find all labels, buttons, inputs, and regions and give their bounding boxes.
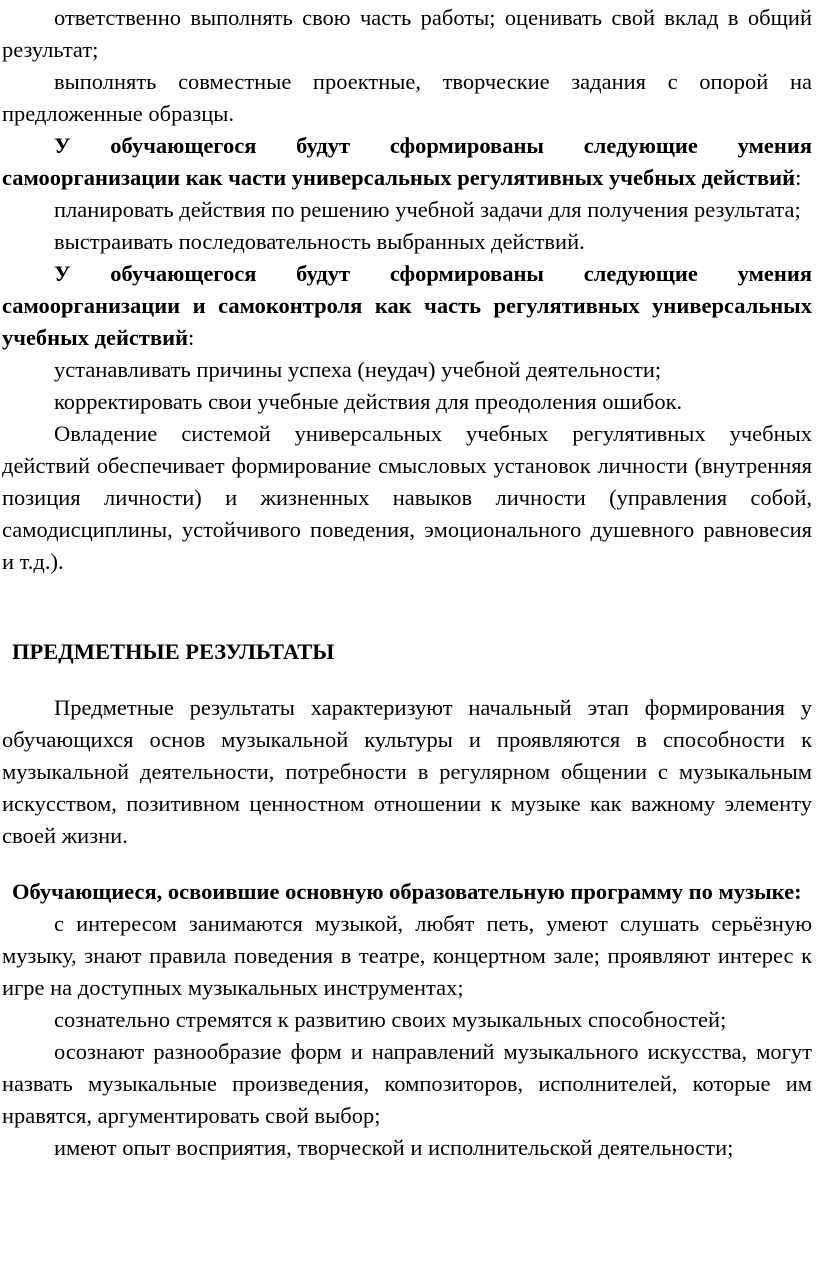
paragraph: выстраивать последовательность выбранных действий. <box>54 229 585 254</box>
bold-intro-text: У обучающегося будут сформированы следующие умения самоорганизации и самоконтроля как часть регулятивных универсальных учебных действий <box>2 261 812 350</box>
bold-intro-tail: : <box>188 325 195 350</box>
bold-intro-tail: : <box>795 165 802 190</box>
paragraph: корректировать свои учебные действия для преодоления ошибок. <box>54 389 683 414</box>
paragraph: имеют опыт восприятия, творческой и исполнительской деятельности; <box>54 1135 734 1160</box>
spacer <box>2 852 812 876</box>
section-heading: ПРЕДМЕТНЫЕ РЕЗУЛЬТАТЫ <box>12 639 335 664</box>
paragraph: выполнять совместные проектные, творческие задания с опорой на предложенные образцы. <box>2 69 812 126</box>
paragraph: Овладение системой универсальных учебных регулятивных учебных действий обеспечивает формирование смысловых установок личности (внутренняя позиция личности) и жизненных навыков личности (управления собой, самодисциплины, устойчивого поведения, эмоционального душевного равновесия и т.д.). <box>2 421 812 574</box>
paragraph: планировать действия по решению учебной задачи для получения результата; <box>54 197 801 222</box>
bold-intro-paragraph <box>2 130 812 194</box>
paragraph: устанавливать причины успеха (неудач) учебной деятельности; <box>54 357 662 382</box>
paragraph: Предметные результаты характеризуют начальный этап формирования у обучающихся основ музыкальной культуры и проявляются в способности к музыкальной деятельности, потребности в регулярном общении с музыкальным искусством, позитивном ценностном отношении к музыке как важному элементу своей жизни. <box>2 695 812 848</box>
paragraph: осознают разнообразие форм и направлений музыкального искусства, могут назвать музыкальные произведения, композиторов, исполнителей, которые им нравятся, аргументировать свой выбор; <box>2 1039 812 1128</box>
sub-heading: Обучающиеся, освоившие основную образовательную программу по музыке: <box>12 879 802 904</box>
bold-intro-text: У обучающегося будут сформированы следующие умения самоорганизации как части универсальных регулятивных учебных действий <box>2 133 812 190</box>
bold-intro-paragraph <box>2 258 812 354</box>
spacer <box>2 610 812 636</box>
paragraph: сознательно стремятся к развитию своих музыкальных способностей; <box>54 1007 727 1032</box>
spacer <box>2 578 812 610</box>
paragraph: с интересом занимаются музыкой, любят петь, умеют слушать серьёзную музыку, знают правила поведения в театре, концертном зале; проявляют интерес к игре на доступных музыкальных инструментах; <box>2 911 812 1000</box>
spacer <box>2 668 812 692</box>
paragraph: ответственно выполнять свою часть работы; оценивать свой вклад в общий результат; <box>2 5 812 62</box>
